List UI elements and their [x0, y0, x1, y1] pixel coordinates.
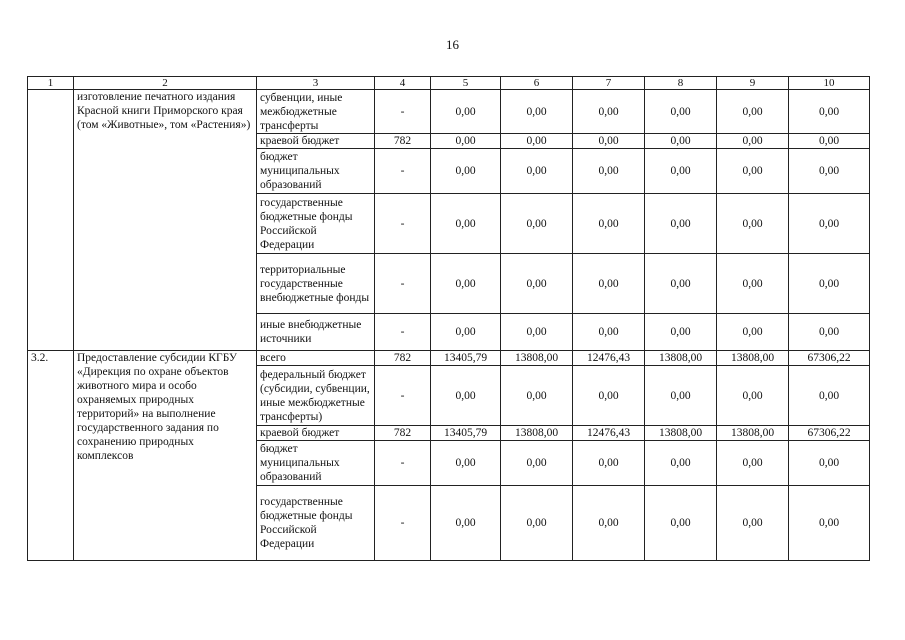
value-cell: 0,00 [573, 254, 645, 314]
value-cell: 0,00 [717, 90, 789, 134]
value-cell: 13808,00 [501, 426, 573, 441]
value-cell: 0,00 [717, 134, 789, 149]
value-cell: 13808,00 [717, 426, 789, 441]
value-cell: 0,00 [501, 194, 573, 254]
budget-table [27, 76, 870, 561]
funding-source-cell: субвенции, иные межбюджетные трансферты [257, 90, 375, 134]
funding-source-cell: всего [257, 351, 375, 366]
value-cell: 0,00 [573, 90, 645, 134]
funding-source-cell: краевой бюджет [257, 426, 375, 441]
value-cell: 12476,43 [573, 426, 645, 441]
column-header: 10 [789, 77, 870, 90]
column-header: 2 [74, 77, 257, 90]
value-cell: 0,00 [717, 194, 789, 254]
value-cell: 0,00 [645, 149, 717, 194]
column-header: 7 [573, 77, 645, 90]
value-cell: 0,00 [717, 254, 789, 314]
section-name-cell: Предоставление субсидии КГБУ «Дирекция по охране объектов животного мира и особо охраняемых природных территорий» на выполнение государственного задания по сохранению природных комплексов [74, 351, 257, 561]
value-cell: 0,00 [431, 366, 501, 426]
value-cell: 0,00 [501, 134, 573, 149]
value-cell: 0,00 [645, 194, 717, 254]
value-cell: 0,00 [431, 90, 501, 134]
header-row [28, 77, 870, 90]
value-cell: 13808,00 [645, 351, 717, 366]
section-name-cell: изготовление печатного издания Красной книги Приморского края (том «Животные», том «Растения») [74, 90, 257, 351]
value-cell: 0,00 [789, 486, 870, 561]
table-row [28, 90, 870, 134]
value-cell: 0,00 [431, 149, 501, 194]
value-cell: 0,00 [717, 486, 789, 561]
value-cell: 0,00 [789, 134, 870, 149]
code-cell: 782 [375, 426, 431, 441]
value-cell: 13405,79 [431, 351, 501, 366]
column-header: 4 [375, 77, 431, 90]
code-cell: 782 [375, 351, 431, 366]
value-cell: 0,00 [573, 149, 645, 194]
value-cell: 0,00 [573, 314, 645, 351]
code-cell: - [375, 314, 431, 351]
value-cell: 13808,00 [501, 351, 573, 366]
column-header: 9 [717, 77, 789, 90]
value-cell: 13808,00 [717, 351, 789, 366]
value-cell: 0,00 [789, 90, 870, 134]
code-cell: - [375, 254, 431, 314]
column-header: 1 [28, 77, 74, 90]
column-header: 3 [257, 77, 375, 90]
value-cell: 13808,00 [645, 426, 717, 441]
page-number: 16 [446, 37, 459, 52]
value-cell: 0,00 [717, 314, 789, 351]
value-cell: 13405,79 [431, 426, 501, 441]
value-cell: 0,00 [501, 366, 573, 426]
value-cell: 0,00 [431, 254, 501, 314]
value-cell: 67306,22 [789, 426, 870, 441]
funding-source-cell: краевой бюджет [257, 134, 375, 149]
value-cell: 0,00 [431, 486, 501, 561]
value-cell: 0,00 [501, 149, 573, 194]
value-cell: 0,00 [573, 194, 645, 254]
value-cell: 0,00 [645, 134, 717, 149]
value-cell: 12476,43 [573, 351, 645, 366]
value-cell: 0,00 [501, 314, 573, 351]
value-cell: 0,00 [789, 366, 870, 426]
value-cell: 0,00 [573, 441, 645, 486]
code-cell: - [375, 90, 431, 134]
value-cell: 0,00 [645, 366, 717, 426]
value-cell: 0,00 [645, 254, 717, 314]
funding-source-cell: государственные бюджетные фонды Российской Федерации [257, 486, 375, 561]
funding-source-cell: государственные бюджетные фонды Российской Федерации [257, 194, 375, 254]
column-header: 8 [645, 77, 717, 90]
value-cell: 0,00 [431, 441, 501, 486]
value-cell: 0,00 [431, 134, 501, 149]
column-header: 5 [431, 77, 501, 90]
code-cell: - [375, 194, 431, 254]
code-cell: - [375, 149, 431, 194]
value-cell: 0,00 [501, 441, 573, 486]
value-cell: 0,00 [573, 486, 645, 561]
funding-source-cell: территориальные государственные внебюджетные фонды [257, 254, 375, 314]
value-cell: 0,00 [501, 254, 573, 314]
table-row [28, 351, 870, 366]
value-cell: 0,00 [789, 194, 870, 254]
value-cell: 0,00 [645, 486, 717, 561]
value-cell: 0,00 [645, 314, 717, 351]
value-cell: 0,00 [573, 134, 645, 149]
value-cell: 0,00 [645, 441, 717, 486]
value-cell: 0,00 [789, 441, 870, 486]
value-cell: 0,00 [717, 441, 789, 486]
value-cell: 0,00 [573, 366, 645, 426]
value-cell: 67306,22 [789, 351, 870, 366]
value-cell: 0,00 [717, 366, 789, 426]
value-cell: 0,00 [501, 486, 573, 561]
code-cell: - [375, 486, 431, 561]
value-cell: 0,00 [717, 149, 789, 194]
section-number-cell: 3.2. [28, 351, 74, 561]
code-cell: - [375, 366, 431, 426]
funding-source-cell: иные внебюджетные источники [257, 314, 375, 351]
value-cell: 0,00 [789, 314, 870, 351]
column-header: 6 [501, 77, 573, 90]
value-cell: 0,00 [789, 149, 870, 194]
funding-source-cell: бюджет муниципальных образований [257, 149, 375, 194]
value-cell: 0,00 [431, 314, 501, 351]
code-cell: - [375, 441, 431, 486]
value-cell: 0,00 [789, 254, 870, 314]
section-number-cell [28, 90, 74, 351]
value-cell: 0,00 [645, 90, 717, 134]
code-cell: 782 [375, 134, 431, 149]
funding-source-cell: федеральный бюджет (субсидии, субвенции, иные межбюджетные трансферты) [257, 366, 375, 426]
value-cell: 0,00 [431, 194, 501, 254]
funding-source-cell: бюджет муниципальных образований [257, 441, 375, 486]
value-cell: 0,00 [501, 90, 573, 134]
